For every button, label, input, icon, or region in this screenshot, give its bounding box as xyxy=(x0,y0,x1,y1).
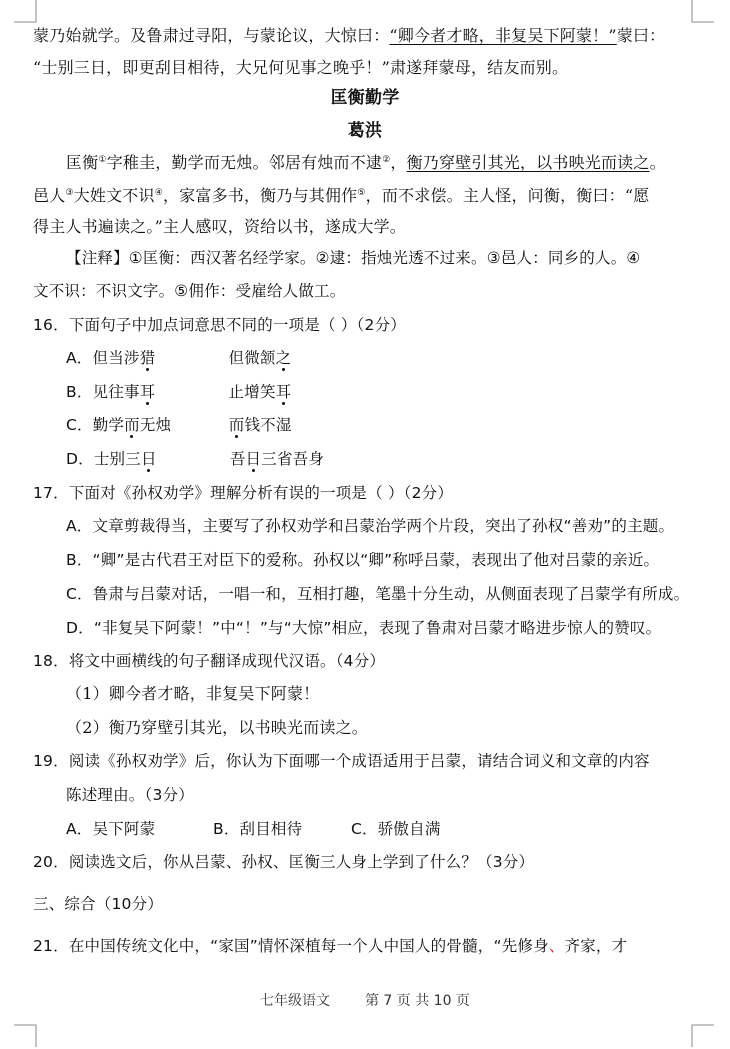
phrase-text: 士别三 xyxy=(93,450,141,468)
question-16-option xyxy=(66,347,291,369)
passage-text: ， xyxy=(390,153,407,172)
footer-page-number: 第 7 页 共 10 页 xyxy=(364,993,470,1009)
question-17-option-c: C．鲁肃与吕蒙对话，一唱一和，互相打趣，笔墨十分生动，从侧面表现了吕蒙学有所成。 xyxy=(66,585,690,603)
phrase-text: 止增笑 xyxy=(228,383,276,401)
phrase-text: 勤学 xyxy=(92,416,125,434)
phrase-text: 吾 xyxy=(229,450,246,468)
question-19-stem-line-2: 陈述理由。（3分） xyxy=(66,786,194,804)
story-text: 蒙曰： xyxy=(616,26,666,45)
note-ref-5: ⑤ xyxy=(357,188,366,198)
question-19-option-c: C．骄傲自满 xyxy=(351,820,441,838)
crop-mark-top-right xyxy=(688,0,714,26)
question-18-item-2: （2）衡乃穿壁引其光，以书映光而读之。 xyxy=(66,718,368,737)
note-ref-1: ① xyxy=(98,155,107,165)
notes-line-2: 文不识：不识文字。⑤佣作：受雇给人做工。 xyxy=(33,282,346,300)
passage-line-3: 得主人书遍读之。”主人感叹，资给以书，遂成大学。 xyxy=(33,217,406,236)
passage-text: ，而不求偿。主人怪，问衡，衡曰：“愿 xyxy=(365,186,650,205)
question-16-option xyxy=(66,381,291,403)
passage-text: 邑人 xyxy=(33,186,66,205)
red-mark: 、 xyxy=(548,937,565,955)
option-label: A． xyxy=(66,349,93,367)
note-ref-3: ③ xyxy=(65,188,74,198)
crop-mark-bottom-left xyxy=(14,1021,40,1047)
phrase-text: 但微颔 xyxy=(228,349,276,367)
underlined-sentence-1: “卿今者才略，非复吴下阿蒙！” xyxy=(389,26,617,45)
dotted-word: 而 xyxy=(228,416,245,434)
passage-author: 葛洪 xyxy=(347,121,383,141)
note-ref-2: ② xyxy=(382,155,391,165)
option-right-phrase xyxy=(229,383,292,401)
option-left-phrase xyxy=(93,347,229,369)
crop-mark-bottom-right xyxy=(688,1021,714,1047)
question-21-text: 齐家，才 xyxy=(564,937,628,955)
question-19-option-a: A．吴下阿蒙 xyxy=(66,820,156,838)
question-18-stem: 18．将文中画横线的句子翻译成现代汉语。（4分） xyxy=(33,652,386,670)
question-17-option-d: D．“非复吴下阿蒙！”中“！”与“大惊”相应，表现了鲁肃对吕蒙才略进步惊人的赞叹。 xyxy=(66,619,662,637)
story-line-2: “士别三日，即更刮目相待，大兄何见事之晚乎！”肃遂拜蒙母，结友而别。 xyxy=(33,58,569,77)
dotted-word: 之 xyxy=(275,349,292,367)
question-21-stem xyxy=(33,935,627,957)
story-text: 蒙乃始就学。及鲁肃过寻阳，与蒙论议，大惊曰： xyxy=(33,26,390,45)
passage-line-2 xyxy=(33,185,649,207)
passage-text: 大姓文不识 xyxy=(73,186,155,205)
footer-subject: 七年级语文 xyxy=(260,993,331,1009)
crop-mark-top-left xyxy=(14,0,40,26)
dotted-word: 猎 xyxy=(139,349,156,367)
option-right-phrase xyxy=(230,450,324,468)
option-label: D． xyxy=(66,450,94,468)
dotted-word: 耳 xyxy=(275,383,292,401)
page-footer xyxy=(0,990,730,1010)
question-17-option-b: B．“卿”是古代君王对臣下的爱称。孙权以“卿”称呼吕蒙，表现出了他对吕蒙的亲近。 xyxy=(66,551,660,569)
dotted-word: 耳 xyxy=(139,383,156,401)
dotted-word: 而 xyxy=(124,416,140,434)
passage-text: ，家富多书，衡乃与其佣作 xyxy=(162,186,358,205)
question-19-stem-line-1: 19．阅读《孙权劝学》后，你认为下面哪一个成语适用于吕蒙，请结合词义和文章的内容 xyxy=(33,752,650,770)
question-17-option-a: A．文章剪裁得当，主要写了孙权劝学和吕蒙治学两个片段，突出了孙权“善劝”的主题。 xyxy=(66,517,675,535)
dotted-word: 日 xyxy=(245,450,262,468)
question-21-text: 21．在中国传统文化中，“家国”情怀深植每一个人中国人的骨髓，“先修身 xyxy=(33,937,549,955)
phrase-text: 无烛 xyxy=(139,416,172,434)
dotted-word: 日 xyxy=(140,450,157,468)
question-18-item-1: （1）卿今者才略，非复吴下阿蒙！ xyxy=(66,684,320,703)
question-16-option xyxy=(66,414,292,436)
underlined-sentence-2: 衡乃穿壁引其光，以书映光而读之 xyxy=(406,153,650,172)
passage-text: 匡衡 xyxy=(66,153,99,172)
option-label: B． xyxy=(66,383,93,401)
option-label: C． xyxy=(66,416,93,434)
phrase-text: 但当涉 xyxy=(92,349,140,367)
passage-title: 匡衡勤学 xyxy=(330,88,400,108)
phrase-text: 钱不湿 xyxy=(244,416,292,434)
phrase-text: 三省吾身 xyxy=(261,450,325,468)
question-20-stem: 20．阅读选文后，你从吕蒙、孙权、匡衡三人身上学到了什么？（3分） xyxy=(33,853,535,871)
passage-line-1 xyxy=(66,152,666,174)
question-17-stem: 17．下面对《孙权劝学》理解分析有误的一项是（ ）（2分） xyxy=(33,484,454,502)
story-line-1 xyxy=(33,25,665,47)
option-left-phrase xyxy=(94,448,230,470)
question-19-option-b: B．刮目相待 xyxy=(213,820,303,838)
passage-text: 字稚圭，勤学而无烛。邻居有烛而不逮 xyxy=(106,153,383,172)
note-ref-4: ④ xyxy=(154,188,163,198)
option-right-phrase xyxy=(229,416,292,434)
question-16-stem: 16．下面句子中加点词意思不同的一项是（ ）（2分） xyxy=(33,316,406,334)
notes-line-1: 【注释】①匡衡：西汉著名经学家。②逮：指烛光透不过来。③邑人：同乡的人。④ xyxy=(66,249,641,267)
passage-text: 。 xyxy=(649,153,666,172)
option-right-phrase xyxy=(229,349,292,367)
option-left-phrase xyxy=(93,414,229,436)
section-3-title: 三、综合（10分） xyxy=(33,895,164,913)
phrase-text: 见往事 xyxy=(92,383,140,401)
question-16-option xyxy=(66,448,324,470)
option-left-phrase xyxy=(93,381,229,403)
